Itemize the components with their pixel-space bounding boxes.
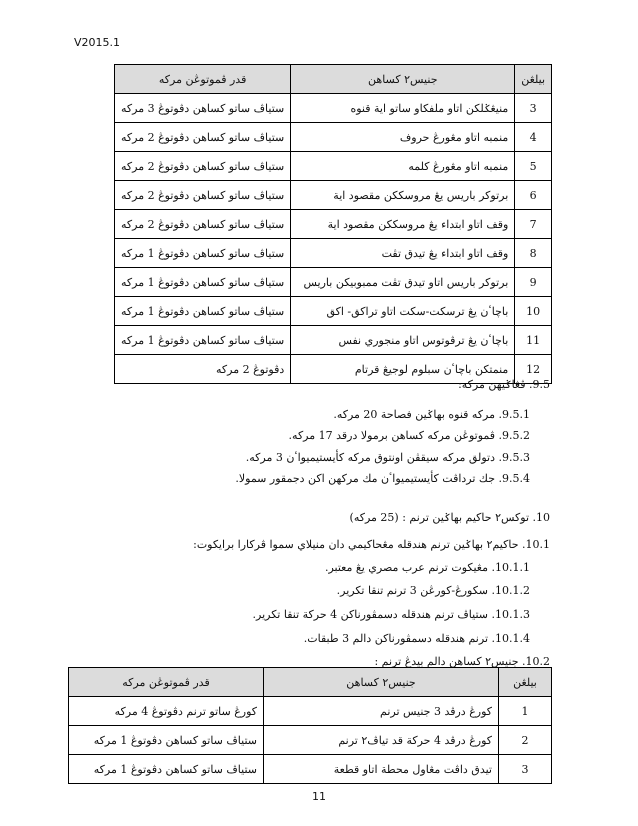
table-row xyxy=(115,210,552,239)
table-row xyxy=(69,755,552,784)
row-number: 3 xyxy=(515,94,552,123)
list-item: 10.1.2. سكورڠ-كورڠن 3 ترنم تنقا تكرير. xyxy=(336,584,530,597)
row-error-type: باچاٴن يڠ ترڤوتوس اتاو منجوري نفس xyxy=(291,326,515,355)
header-penalty: قدر ڤموتوڠن مركه xyxy=(69,668,264,697)
header-number: بيلڠن xyxy=(515,65,552,94)
row-number: 12 xyxy=(515,355,552,384)
row-penalty: ستياڤ ساتو كساهن دڤوتوڠ 1 مركه xyxy=(115,326,291,355)
row-number: 9 xyxy=(515,268,552,297)
table-header-row xyxy=(115,65,552,94)
row-penalty: ستياڤ ساتو كساهن دڤوتوڠ 1 مركه xyxy=(115,297,291,326)
row-number: 10 xyxy=(515,297,552,326)
section-9-5-heading: 9.5. ڤڠاݢيهن مركه: xyxy=(458,378,550,391)
row-error-type: باچاٴن يڠ ترسكت-سكت اتاو تراكق- اكق xyxy=(291,297,515,326)
row-number: 11 xyxy=(515,326,552,355)
list-item: 9.5.1. مركه قنوه بهاݢين فصاحة 20 مركه. xyxy=(333,408,530,421)
table-row xyxy=(69,697,552,726)
table-row xyxy=(115,94,552,123)
list-item: 9.5.4. جك ترداڤت كأيستيميواٴن مك مركهن اكن دجمقور سمولا. xyxy=(235,472,530,485)
row-penalty: ستياڤ ساتو كساهن دڤوتوڠ 1 مركه xyxy=(69,726,264,755)
table-row xyxy=(115,268,552,297)
list-item: 9.5.3. دتولق مركه سيقڤن اونتوق مركه كأيستيميواٴن 3 مركه. xyxy=(245,451,530,464)
row-number: 6 xyxy=(515,181,552,210)
table-header-row xyxy=(69,668,552,697)
table-row xyxy=(115,239,552,268)
row-penalty: ستياڤ ساتو كساهن دڤوتوڠ 2 مركه xyxy=(115,152,291,181)
list-item: 10.1.4. ترنم هندقله دسمڤورناكن دالم 3 طبقات. xyxy=(303,632,530,645)
list-item: 10.1.3. ستياڤ ترنم هندقله دسمڤورناكن 4 حركة تنقا تكرير. xyxy=(252,608,530,621)
header-error-type: جنيس٢ كساهن xyxy=(264,668,499,697)
row-penalty: دڤوتوڠ 2 مركه xyxy=(115,355,291,384)
list-item: 10.1.1. مڠيكوت ترنم عرب مصري يڠ معتبر. xyxy=(324,561,530,574)
row-penalty: كورڠ ساتو ترنم دڤوتوڠ 4 مركه xyxy=(69,697,264,726)
penalty-table-recitation xyxy=(114,64,552,384)
row-number: 5 xyxy=(515,152,552,181)
page-number: 11 xyxy=(312,790,326,803)
table-row xyxy=(115,297,552,326)
row-penalty: ستياڤ ساتو كساهن دڤوتوڠ 2 مركه xyxy=(115,210,291,239)
row-error-type: منيڠݢلكن اتاو ملفكاو ساتو اية قنوه xyxy=(291,94,515,123)
row-error-type: برتوكر باريس يڠ مروسككن مقصود اية xyxy=(291,181,515,210)
header-number: بيلڠن xyxy=(499,668,552,697)
section-10-2-heading: 10.2. جنيس٢ كساهن دالم بيدڠ ترنم : xyxy=(374,655,550,668)
table-row xyxy=(115,326,552,355)
list-item: 9.5.2. ڤموتوڠن مركه كساهن برمولا درقد 17 مركه. xyxy=(288,429,530,442)
row-penalty: ستياڤ ساتو كساهن دڤوتوڠ 3 مركه xyxy=(115,94,291,123)
row-number: 8 xyxy=(515,239,552,268)
header-penalty: قدر ڤموتوڠن مركه xyxy=(115,65,291,94)
table-row xyxy=(115,152,552,181)
row-number: 3 xyxy=(499,755,552,784)
row-error-type: برتوكر باريس اتاو تيدق تڤت ممبوبيكن باريس xyxy=(291,268,515,297)
section-10-heading: 10. توكس٢ حاكيم بهاݢين ترنم : (25 مركه) xyxy=(349,511,550,524)
row-number: 1 xyxy=(499,697,552,726)
row-error-type: منمتكن باچاٴن سبلوم لوجيڠ قرتام xyxy=(291,355,515,384)
row-penalty: ستياڤ ساتو كساهن دڤوتوڠ 1 مركه xyxy=(69,755,264,784)
row-error-type: تيدق داڤت مڠاول محطة اتاو قطعة xyxy=(264,755,499,784)
row-error-type: منمبه اتاو مڠورڠ حروف xyxy=(291,123,515,152)
header-error-type: جنيس٢ كساهن xyxy=(291,65,515,94)
row-error-type: كورڠ درڤد 3 جنيس ترنم xyxy=(264,697,499,726)
row-penalty: ستياڤ ساتو كساهن دڤوتوڠ 2 مركه xyxy=(115,123,291,152)
table-row xyxy=(69,726,552,755)
row-penalty: ستياڤ ساتو كساهن دڤوتوڠ 2 مركه xyxy=(115,181,291,210)
table-row xyxy=(115,123,552,152)
row-number: 4 xyxy=(515,123,552,152)
penalty-table-tarannum xyxy=(68,667,552,784)
row-error-type: كورڠ درڤد 4 حركة قد تياڤ٢ ترنم xyxy=(264,726,499,755)
row-number: 7 xyxy=(515,210,552,239)
version-label: V2015.1 xyxy=(74,36,121,49)
row-penalty: ستياڤ ساتو كساهن دڤوتوڠ 1 مركه xyxy=(115,239,291,268)
row-error-type: وقف اتاو ابتداء يڠ تيدق تڤت xyxy=(291,239,515,268)
row-number: 2 xyxy=(499,726,552,755)
row-penalty: ستياڤ ساتو كساهن دڤوتوڠ 1 مركه xyxy=(115,268,291,297)
table-row xyxy=(115,181,552,210)
row-error-type: وقف اتاو ابتداء يڠ مروسككن مقصود اية xyxy=(291,210,515,239)
list-item: 10.1. حاكيم٢ بهاݢين ترنم هندقله مڠحاكيمي دان منيلاي سموا ڤركارا برايكوت: xyxy=(193,538,550,551)
row-error-type: منمبه اتاو مڠورڠ كلمه xyxy=(291,152,515,181)
